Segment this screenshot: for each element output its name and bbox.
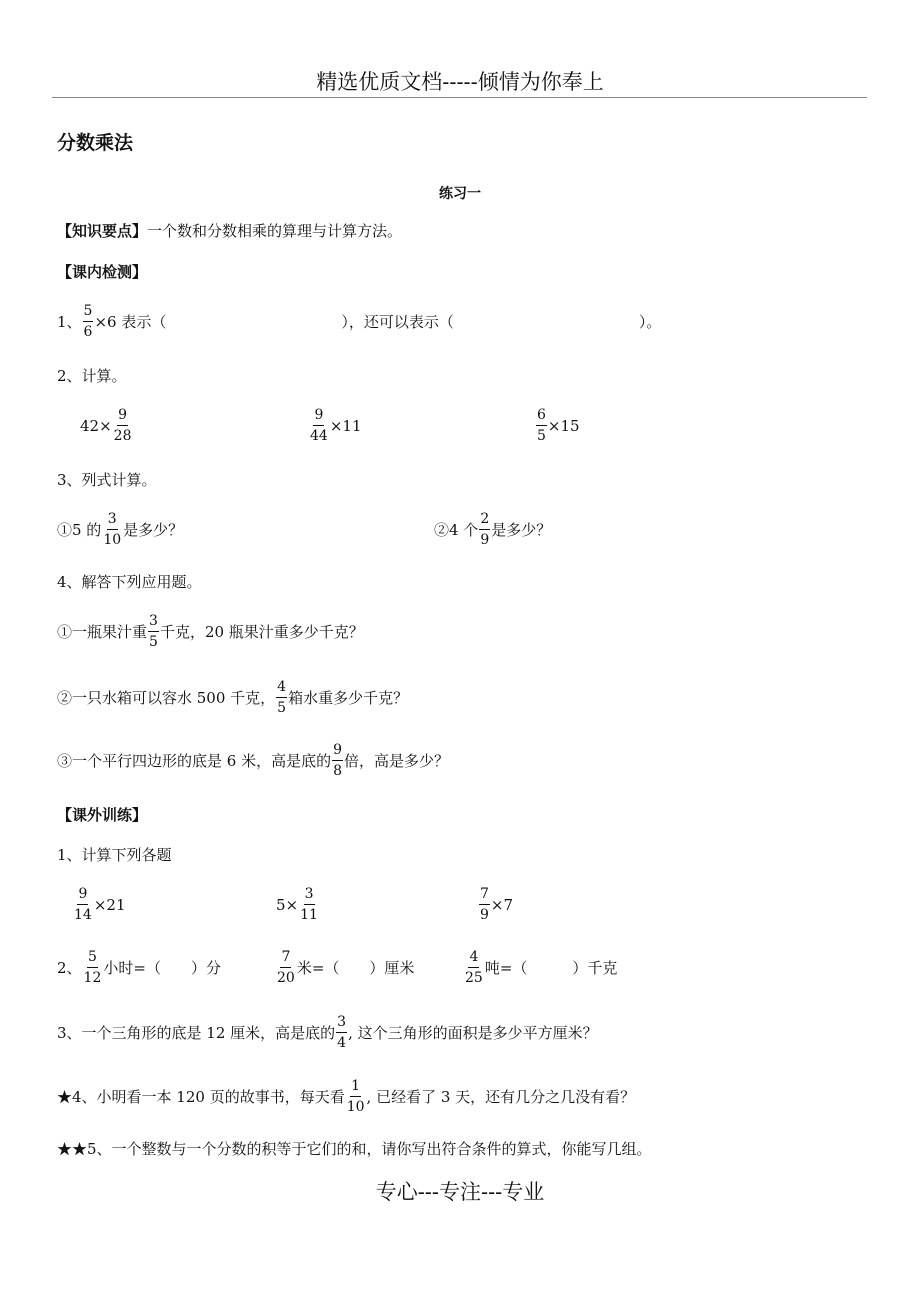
expr-text: 倍，高是多少？ [344, 751, 450, 770]
fraction-numerator: 2 [479, 510, 490, 530]
fraction [309, 406, 329, 445]
fraction [332, 741, 343, 780]
expr-text: 吨=（ ）千克 [484, 958, 618, 977]
fraction-numerator: 9 [117, 406, 128, 426]
fraction [336, 1013, 347, 1052]
fraction-numerator: 3 [148, 612, 159, 632]
in-class-q3-a [57, 510, 183, 549]
fraction [464, 948, 484, 987]
fraction-numerator: 6 [536, 406, 547, 426]
expr-text: 米=（ ）厘米 [296, 958, 415, 977]
extra-q1-b [276, 885, 320, 924]
fraction-denominator: 11 [300, 907, 318, 923]
fraction-denominator: 14 [74, 907, 92, 923]
expr-text: , 这个三角形的面积是多少平方厘米？ [348, 1023, 598, 1042]
fraction [536, 406, 547, 445]
extra-q1-c [478, 885, 513, 924]
expr-text: ×11 [329, 416, 362, 435]
q1-prefix: 1、 [57, 312, 82, 331]
knowledge-label: 【知识要点】 [57, 222, 148, 240]
fraction [113, 406, 133, 445]
expr-text: , 已经看了 3 天，还有几分之几没有看？ [366, 1087, 636, 1106]
in-class-q2-title: 2、计算。 [57, 367, 127, 385]
expr-text: 箱水重多少千克？ [288, 688, 409, 707]
fraction-denominator: 6 [83, 324, 93, 340]
fraction-denominator: 28 [113, 428, 132, 444]
extra-q1-a [72, 885, 125, 924]
expr-text: 是多少？ [491, 520, 552, 539]
fraction-numerator: 9 [77, 885, 88, 905]
fraction [83, 948, 103, 987]
fraction-numerator: 4 [276, 678, 287, 698]
expr-text: 3、一个三角形的底是 12 厘米，高是底的 [57, 1023, 336, 1042]
fraction-numerator: 7 [280, 948, 291, 968]
in-class-q3-b [434, 510, 551, 549]
page-footer: 专心---专注---专业 [375, 1180, 545, 1204]
fraction [73, 885, 93, 924]
expr-text: ×15 [547, 416, 580, 435]
q1-text-2: ），还可以表示（ [341, 312, 454, 331]
extra-q1-title: 1、计算下列各题 [57, 846, 172, 864]
in-class-q2-a [80, 406, 133, 445]
in-class-q4-title: 4、解答下列应用题。 [57, 573, 202, 591]
in-class-q4-a [57, 612, 364, 651]
exercise-subtitle: 练习一 [439, 186, 481, 202]
fraction-denominator: 9 [480, 907, 489, 923]
fraction [83, 302, 94, 341]
expr-text: 5× [276, 895, 299, 914]
extra-q4 [57, 1077, 635, 1116]
fraction-numerator: 3 [336, 1013, 347, 1033]
in-class-q4-b [57, 678, 408, 717]
fraction-denominator: 8 [333, 763, 343, 779]
in-class-q4-c [57, 741, 449, 780]
fraction [479, 885, 490, 924]
in-class-q2-c [535, 406, 580, 445]
expr-text: ②4 个 [434, 520, 479, 539]
expr-text: ×7 [490, 895, 514, 914]
q2-prefix: 2、 [57, 958, 82, 977]
fraction-denominator: 10 [103, 532, 122, 548]
fraction-denominator: 44 [310, 428, 328, 444]
extra-q2-a [57, 948, 221, 987]
knowledge-points [57, 221, 402, 241]
fraction-numerator: 3 [304, 885, 315, 905]
expr-text: 小时=（ ）分 [103, 958, 221, 977]
fraction [479, 510, 490, 549]
page-title: 分数乘法 [57, 132, 134, 154]
fraction-denominator: 25 [465, 970, 483, 986]
fraction [346, 1077, 366, 1116]
fraction [276, 948, 296, 987]
expr-text: 42× [80, 416, 112, 435]
fraction-denominator: 5 [537, 428, 546, 444]
page-header: 精选优质文档-----倾情为你奉上 [316, 70, 604, 94]
expr-text: ×21 [93, 895, 126, 914]
extra-q5: ★★5、一个整数与一个分数的积等于它们的和，请你写出符合条件的算式，你能写几组。 [57, 1140, 652, 1158]
in-class-heading: 【课内检测】 [57, 263, 148, 281]
knowledge-text: 一个数和分数相乘的算理与计算方法。 [147, 222, 403, 240]
header-divider [52, 97, 867, 98]
fraction-denominator: 4 [337, 1035, 347, 1051]
extra-q2-c [463, 948, 617, 987]
fraction [276, 678, 287, 717]
expr-text: ③一个平行四边形的底是 6 米，高是底的 [57, 751, 332, 770]
q1-text-1: ×6 表示（ [94, 312, 167, 331]
expr-text: ①一瓶果汁重 [57, 622, 148, 641]
fraction [148, 612, 159, 651]
fraction-numerator: 7 [479, 885, 490, 905]
fraction-denominator: 5 [277, 700, 287, 716]
in-class-q2-b [308, 406, 361, 445]
fraction [299, 885, 319, 924]
extra-heading: 【课外训练】 [57, 806, 148, 824]
q1-text-3: ）。 [638, 312, 662, 331]
fraction-denominator: 12 [83, 970, 102, 986]
fraction-denominator: 20 [277, 970, 295, 986]
expr-text: ②一只水箱可以容水 500 千克， [57, 688, 276, 707]
extra-q3 [57, 1013, 598, 1052]
expr-text: ①5 的 [57, 520, 102, 539]
fraction-numerator: 5 [87, 948, 98, 968]
fraction-denominator: 5 [149, 634, 158, 650]
fraction-numerator: 1 [350, 1077, 361, 1097]
expr-text: 是多少？ [123, 520, 184, 539]
expr-text: ★4、小明看一本 120 页的故事书，每天看 [57, 1087, 345, 1106]
extra-q2-b [275, 948, 414, 987]
fraction-numerator: 3 [107, 510, 118, 530]
in-class-q3-title: 3、列式计算。 [57, 471, 157, 489]
fraction-denominator: 10 [346, 1099, 365, 1115]
fraction-numerator: 9 [332, 741, 343, 761]
in-class-q1 [57, 302, 661, 341]
fraction [102, 510, 122, 549]
fraction-numerator: 9 [313, 406, 324, 426]
fraction-numerator: 4 [468, 948, 479, 968]
fraction-denominator: 9 [480, 532, 490, 548]
expr-text: 千克，20 瓶果汁重多少千克？ [159, 622, 364, 641]
fraction-numerator: 5 [83, 302, 94, 322]
